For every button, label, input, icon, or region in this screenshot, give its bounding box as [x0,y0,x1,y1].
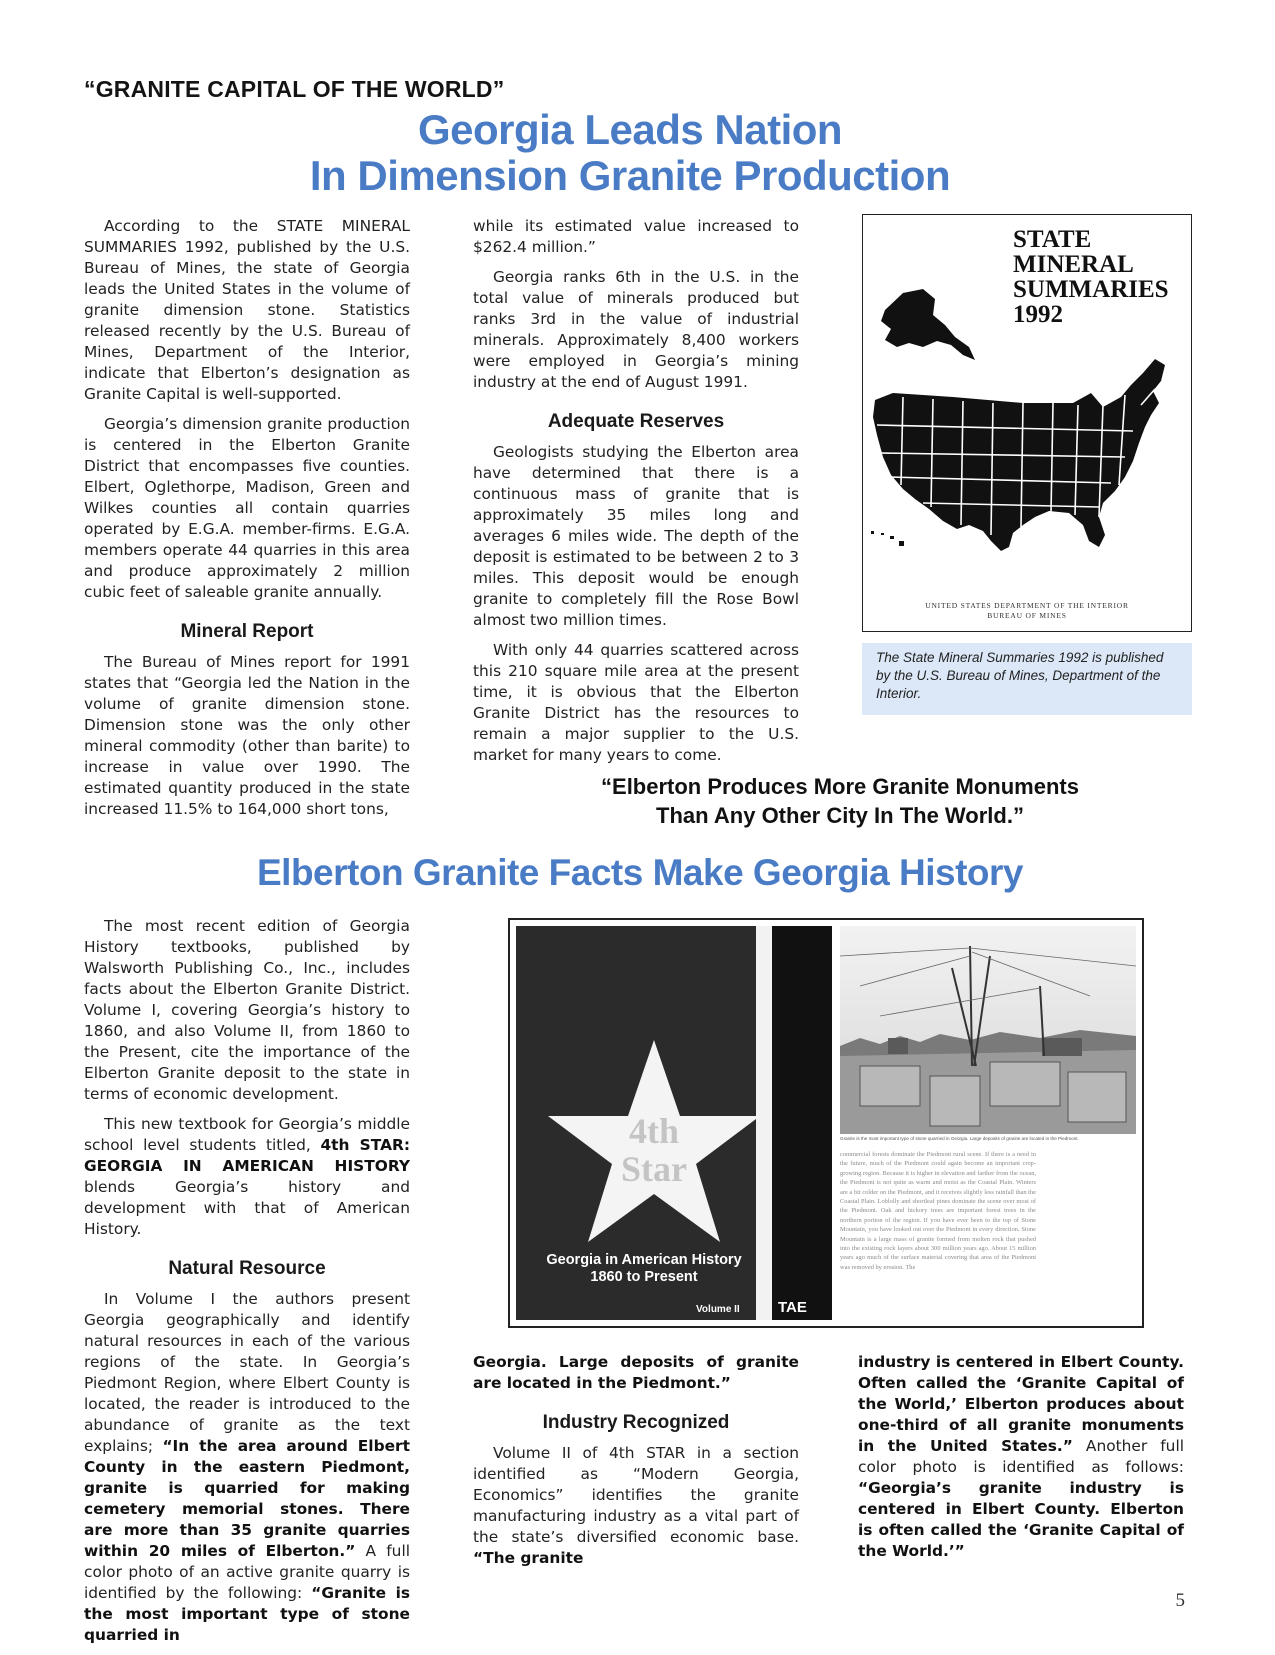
subhead-mineral-report: Mineral Report [180,621,314,642]
paragraph: The most recent edition of Georgia History textbooks, published by Walsworth Publishing Co., Inc., includes facts about the Elberton Granite District. Volume I, covering Georgia’s history to 1860, and also Volume II, from 1860 to the Present, cite the importance of the Elberton Granite deposit to the state in terms of economic development. [84,917,410,1103]
edition-label: TAE [778,1299,807,1316]
paragraph [84,1114,410,1240]
article1-column1 [84,216,410,829]
star-text [544,1112,764,1188]
textbook-page-text: commercial forests dominate the Piedmont rural scene. If there is a need in the future, much of the Piedmont could again become an important crop-growing region. Because it is higher in elevation and farther from the ocean, the Piedmont is not quite as warm and moist as the Coastal Plain. Winters are a bit colder on the Piedmont, and it receives slightly less rainfall than the Coastal Plain. Loblolly and shortleaf pines dominate the scene over most of the Piedmont. Oak and hickory trees are important forest trees in the northern portion of the region. If you have ever been to the top of Stone Mountain, you have looked out over the Piedmont in every direction. Stone Mountain is a large mass of granite formed from molten rock that pushed into the existing rock layers about 300 million years ago. About 15 million years ago much of the surface material covering that area of the Piedmont was removed by erosion. The [840,1151,1036,1271]
textbook-cover [516,926,832,1320]
text-run: Volume II of 4th STAR in a section identified as “Modern Georgia, Economics” identifies the granite manufacturing industry as a vital part of the state’s diversified economic base. [473,1444,799,1546]
article1-column2 [473,216,799,775]
cover-title-line: STATE [1013,226,1092,253]
subhead-natural-resource: Natural Resource [168,1258,326,1279]
quoted-text: “In the area around Elbert County in the eastern Piedmont, granite is quarried for making cemetery memorial stones. There are more than 35 granite quarries within 20 miles of Elberton.” [84,1437,410,1560]
article2-column1 [84,916,410,1655]
paragraph: According to the STATE MINERAL SUMMARIES 1992, published by the U.S. Bureau of Mines, the state of Georgia leads the United States in the volume of granite dimension stone. Statistics released recently by the U.S. Bureau of Mines, Department of the Interior, indicate that Elberton’s designation as Granite Capital is well-supported. [84,217,410,403]
subhead-adequate-reserves: Adequate Reserves [547,411,725,432]
textbook-spread [508,918,1144,1328]
subhead-industry-recognized: Industry Recognized [542,1412,730,1433]
paragraph: Geologists studying the Elberton area have determined that there is a continuous mass of granite that is approximately 35 miles long and averages 6 miles wide. The depth of the deposit is estimated to be between 2 to 3 miles. This deposit would be enough granite to completely fill the Rose Bowl almost two million times. [473,443,799,629]
cover-title-line: MINERAL [1013,251,1134,278]
textbook-title-line: 1860 to Present [590,1269,698,1285]
photo-caption: Granite is the most important type of stone quarried in Georgia. Large deposits of granite are located in the Piedmont. [840,1136,1079,1141]
cover-footer-line: BUREAU OF MINES [987,611,1067,620]
star-text-line: Star [621,1149,687,1189]
kicker: “GRANITE CAPITAL OF THE WORLD” [84,76,505,102]
star-text-line: 4th [628,1111,679,1151]
article2-column3 [858,1352,1184,1571]
textbook-title-line: Georgia in American History [546,1252,742,1268]
paragraph [858,1352,1184,1562]
pull-quote-line: “Elberton Produces More Granite Monuments [601,774,1079,799]
text-run: Another full color photo is identified as follows: [858,1437,1184,1476]
cover-caption: The State Mineral Summaries 1992 is published by the U.S. Bureau of Mines, Department of the Interior. [862,643,1192,715]
cover-footer-line: UNITED STATES DEPARTMENT OF THE INTERIOR [925,601,1129,610]
hawaii-island [899,541,904,546]
quoted-text: “The granite [473,1549,584,1567]
cover-title-line: SUMMARIES [1013,276,1169,303]
alaska-shape [881,289,975,360]
paragraph [473,1443,799,1569]
paragraph: Georgia’s dimension granite production is centered in the Elberton Granite District that encompasses five counties. Elbert, Oglethorpe, Madison, Green and Wilkes counties all contain quarries operated by E.G.A. member-firms. E.G.A. members operate 44 quarries in this area and produce approximately 2 million cubic feet of saleable granite annually. [84,415,410,601]
text-run: blends Georgia’s history and development with that of American History. [84,1178,410,1238]
paragraph [84,1289,410,1646]
quoted-text: “Georgia’s granite industry is centered in Elbert County. Elberton is often called the ‘Granite Capital of the World.’” [858,1479,1184,1560]
quoted-text: “Granite is the most important type of stone quarried in [84,1584,410,1644]
hawaii-island [890,536,894,539]
text-run: In Volume I the authors present Georgia geographically and identify natural resources in each of the various regions of the state. In Georgia’s Piedmont Region, where Elbert County is located, the reader is introduced to the abundance of granite as the text explains; [84,1290,410,1455]
paragraph: The Bureau of Mines report for 1991 states that “Georgia led the Nation in the volume of granite dimension stone. Dimension stone was the only other mineral commodity (other than barite) to increase in value over 1990. The estimated quantity produced in the state increased 11.5% to 164,000 short tons, [84,653,410,818]
text-run: A full color photo of an active granite quarry is identified by the following: [84,1542,410,1602]
cover-stripe [772,926,832,1320]
volume-label: Volume II [696,1304,740,1315]
text-run: This new textbook for Georgia’s middle school level students titled, [84,1115,410,1154]
article2-column2 [473,1352,799,1578]
book-title: 4th STAR: GEORGIA IN AMERICAN HISTORY [84,1136,410,1175]
paragraph: while its estimated value increased to $262.4 million.” [473,217,799,256]
cover-footer [863,601,1191,621]
textbook-title [516,1252,772,1286]
headline-line1: Georgia Leads Nation [417,106,843,153]
quoted-text: Georgia. Large deposits of granite are located in the Piedmont.” [473,1353,799,1392]
pull-quote-line: Than Any Other City In The World.” [656,803,1024,828]
quarry-photo [840,926,1136,1134]
page-number: 5 [1175,1590,1185,1611]
us-map-image [863,285,1191,575]
quoted-text: industry is centered in Elbert County. Often called the ‘Granite Capital of the World,’ Elberton produces about one-third of all granite monuments in the United States.” [858,1353,1184,1455]
state-mineral-summaries-cover [862,214,1192,632]
paragraph: Georgia ranks 6th in the U.S. in the total value of minerals produced but ranks 3rd in the value of industrial minerals. Approximately 8,400 workers were employed in Georgia’s mining industry at the end of August 1991. [473,268,799,391]
hawaii-island [881,533,884,535]
paragraph: With only 44 quarries scattered across this 210 square mile area at the present time, it is obvious that the Elberton Granite District has the resources to remain a major supplier to the U.S. market for many years to come. [473,641,799,764]
pull-quote [560,772,1120,830]
hawaii-island [871,531,874,534]
article2-headline: Elberton Granite Facts Make Georgia History [257,852,1023,893]
cover-title-line: 1992 [1013,301,1063,328]
textbook-page [840,926,1136,1320]
headline-line2: In Dimension Granite Production [309,152,951,199]
